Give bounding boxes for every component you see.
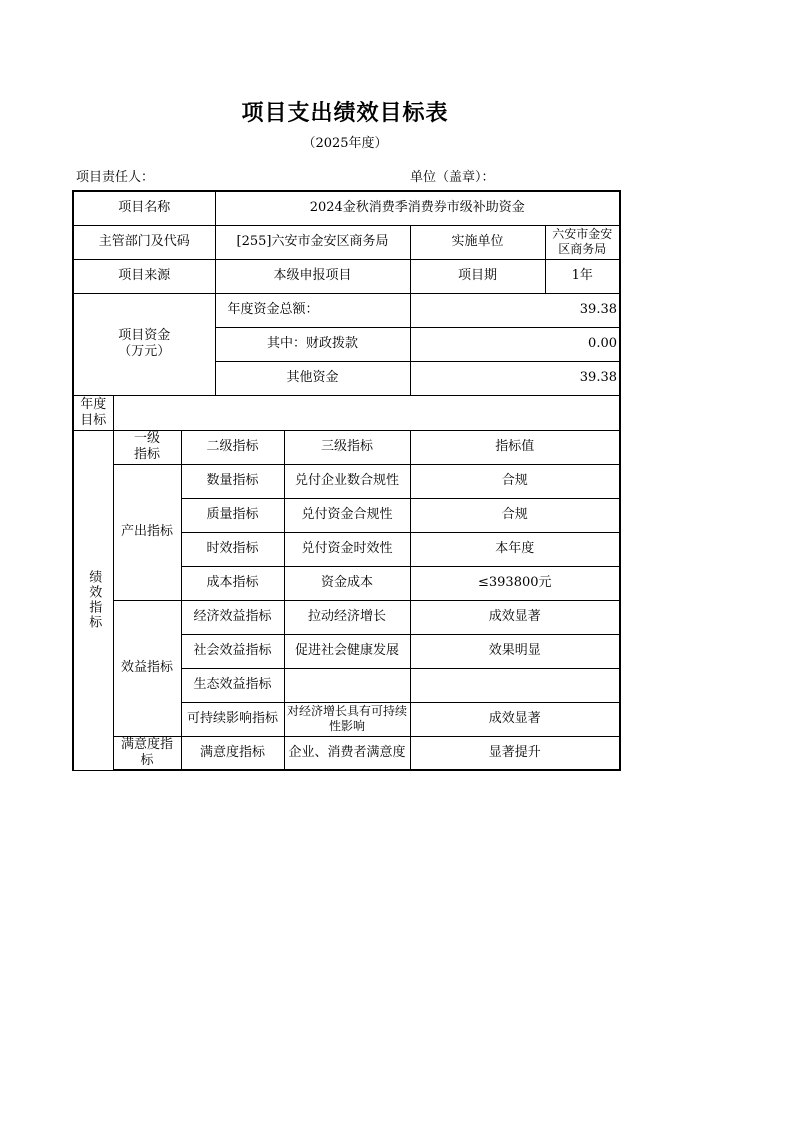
unit-seal-label: 单位（盖章）：: [410, 170, 495, 185]
indicator-value: 成效显著: [410, 600, 620, 634]
level2-cell: 可持续影响指标: [181, 702, 284, 736]
header-level1: 一级 指标: [133, 431, 160, 462]
indicator-value: 合规: [410, 464, 620, 498]
level1-output: 产出指标: [113, 464, 181, 600]
level2-cell: 生态效益指标: [181, 668, 284, 702]
annual-goal-value: [113, 395, 620, 430]
indicator-value: 本年度: [410, 532, 620, 566]
department-label: 主管部门及代码: [73, 225, 215, 259]
implementing-unit-label: 实施单位: [410, 225, 545, 259]
project-source-label: 项目来源: [73, 259, 215, 293]
level3-cell: 兑付企业数合规性: [284, 464, 410, 498]
level3-cell: 对经济增长具有可持续性影响: [286, 704, 407, 733]
level2-cell: 质量指标: [181, 498, 284, 532]
level3-cell: 促进社会健康发展: [284, 634, 410, 668]
level1-satisfaction: 满意度指标: [120, 736, 173, 768]
indicator-value: 合规: [410, 498, 620, 532]
fiscal-year: （2025年度）: [302, 136, 388, 151]
header-level2: 二级指标: [181, 430, 284, 464]
indicator-value: [410, 668, 620, 702]
annual-goal-label: 年度 目标: [80, 396, 107, 428]
level2-cell: 数量指标: [181, 464, 284, 498]
level3-cell: 资金成本: [284, 566, 410, 600]
project-funds-label: 项目资金 （万元）: [118, 328, 171, 359]
page-title: 项目支出绩效目标表: [241, 100, 449, 126]
level2-cell: 时效指标: [181, 532, 284, 566]
header-level3: 三级指标: [284, 430, 410, 464]
header-value: 指标值: [410, 430, 620, 464]
implementing-unit-value: 六安市金安区商务局: [552, 227, 613, 256]
indicator-value: ≤393800元: [410, 566, 620, 600]
department-value: [255]六安市金安区商务局: [215, 225, 410, 259]
performance-indicators-label: 绩效指标: [86, 570, 102, 630]
fiscal-appropriation-label: 其中：财政拨款: [215, 327, 410, 361]
indicator-value: 显著提升: [410, 736, 620, 770]
indicator-value: 效果明显: [410, 634, 620, 668]
level2-cell: 经济效益指标: [181, 600, 284, 634]
level2-cell: 满意度指标: [181, 736, 284, 770]
project-period-label: 项目期: [410, 259, 545, 293]
project-name-value: 2024金秋消费季消费券市级补助资金: [215, 191, 620, 225]
level3-cell: 拉动经济增长: [284, 600, 410, 634]
fiscal-appropriation-value: 0.00: [410, 327, 620, 361]
responsible-person-label: 项目责任人：: [76, 170, 155, 185]
other-funds-value: 39.38: [410, 361, 620, 395]
other-funds-label: 其他资金: [215, 361, 410, 395]
annual-total-label: 年度资金总额：: [215, 293, 410, 327]
level1-benefit: 效益指标: [113, 600, 181, 736]
indicator-value: 成效显著: [410, 702, 620, 736]
project-source-value: 本级申报项目: [215, 259, 410, 293]
level3-cell: [284, 668, 410, 702]
level3-cell: 兑付资金时效性: [284, 532, 410, 566]
level2-cell: 成本指标: [181, 566, 284, 600]
level2-cell: 社会效益指标: [181, 634, 284, 668]
annual-total-value: 39.38: [410, 293, 620, 327]
level3-cell: 兑付资金合规性: [284, 498, 410, 532]
project-name-label: 项目名称: [73, 191, 215, 225]
project-period-value: 1年: [545, 259, 620, 293]
performance-target-table: [72, 190, 621, 771]
level3-cell: 企业、消费者满意度: [284, 736, 410, 770]
